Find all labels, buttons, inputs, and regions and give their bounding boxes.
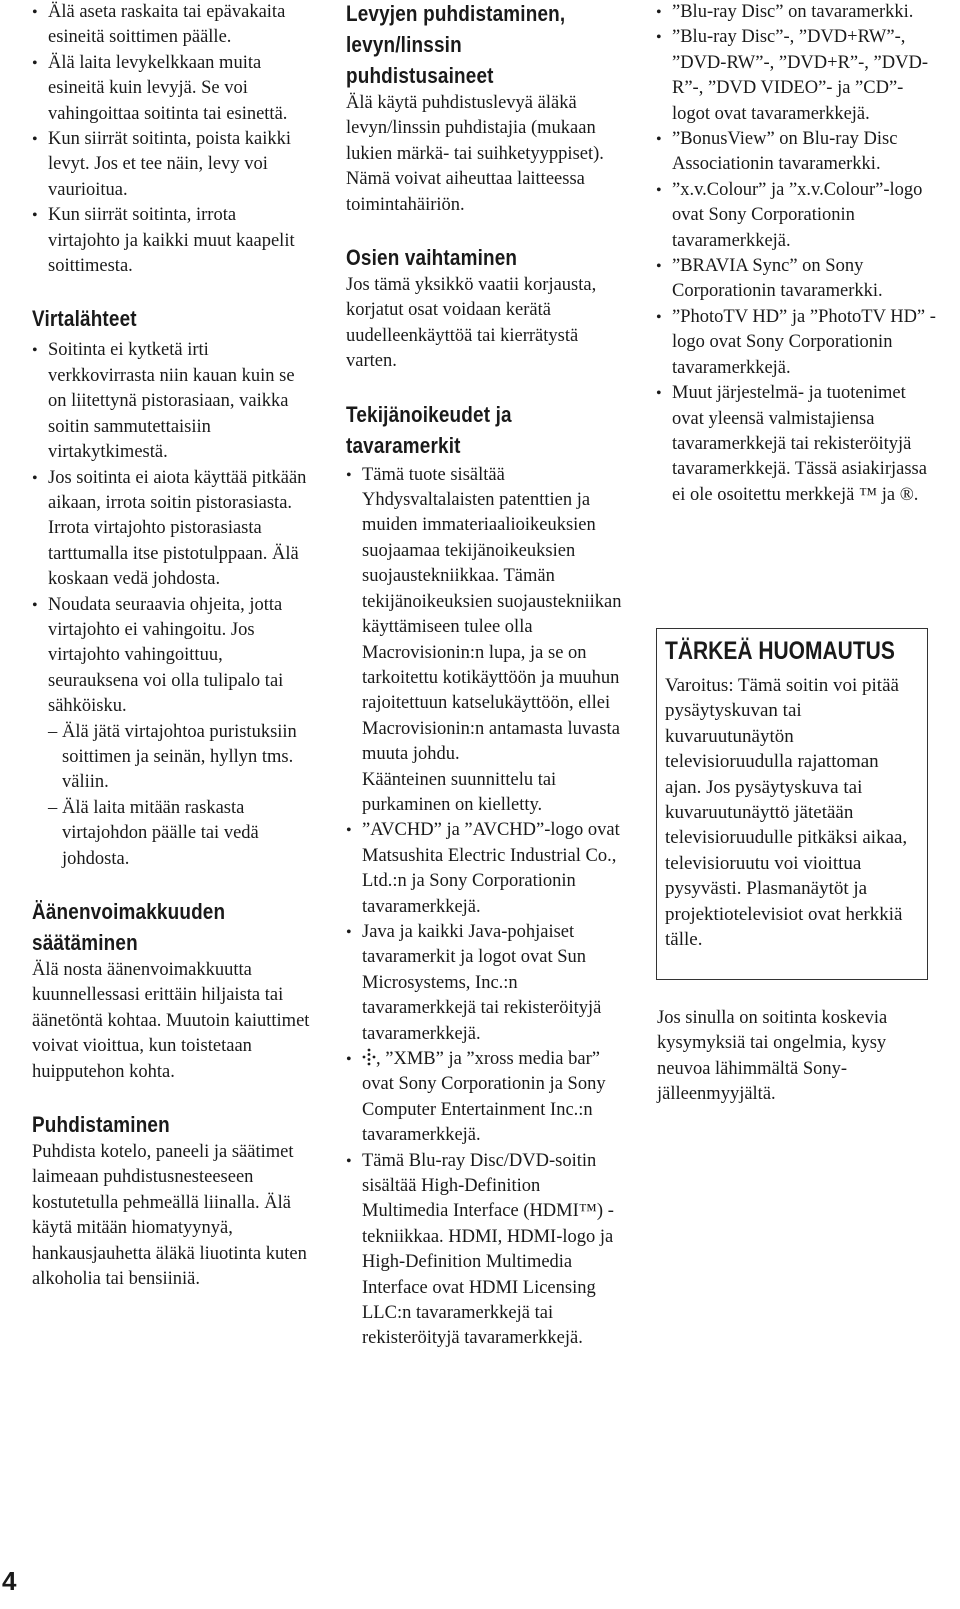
list-item: • Kun siirrät soitinta, poista kaikki levyt. Jos et tee näin, levy voi vaurioitua. <box>32 127 310 203</box>
list-item <box>346 463 631 819</box>
list-item <box>32 593 310 872</box>
column-2 <box>346 0 631 1352</box>
precautions-list <box>32 0 310 279</box>
heading-line: tavaramerkit <box>346 432 461 458</box>
closing-text: Jos sinulla on soitinta koskevia kysymyksiä tai ongelmia, kysy neuvoa lähimmältä Sony-jälleenmyyjältä. <box>657 1008 888 1105</box>
list-item: • Kun siirrät soitinta, irrota virtajohto ja kaikki muut kaapelit soittimesta. <box>32 203 310 279</box>
heading-line: säätäminen <box>32 930 138 955</box>
cleaning-text: Puhdista kotelo, paneeli ja säätimet laimeaan puhdistusnesteeseen kostutetulla pehmeällä liinalla. Älä käytä mitään hiomatyynyä, hankausjauhetta äläkä liuotinta kuten alkoholia tai bensiiniä. <box>32 1142 307 1290</box>
list-item: • ”x.v.Colour” ja ”x.v.Colour”-logo ovat Sony Corporationin tavaramerkkejä. <box>656 178 938 254</box>
heading-power-sources: Virtalähteet <box>32 306 137 332</box>
notice-heading: TÄRKEÄ HUOMAUTUS <box>665 637 895 665</box>
column-3 <box>656 0 938 508</box>
list-item <box>346 1047 631 1149</box>
power-list <box>32 338 310 872</box>
list-item: • Soitinta ei kytketä irti verkkovirrasta niin kauan kuin se on liitettynä pistorasiaan, vaikka soitin sammutettaisiin virtakytkimestä. <box>32 338 310 465</box>
list-item-text: Käänteinen suunnittelu tai purkaminen on kielletty. <box>362 769 557 815</box>
volume-text: Älä nosta äänenvoimakkuutta kuunnellessasi erittäin hiljaista tai äänetöntä kohtaa. Muutoin kaiuttimet voivat vioittua, kun toistetaan huipputehon kohta. <box>32 960 310 1082</box>
list-item-text: Noudata seuraavia ohjeita, jotta virtajohto ei vahingoitu. Jos virtajohto vahingoittuu, seurauksena voi olla tulipalo tai sähköisku. <box>48 594 284 717</box>
list-item-text: Tämä tuote sisältää Yhdysvaltalaisten patenttien ja muiden immateriaalioikeuksien suojaamaa tekijänoikeuksien suojaustekniikkaa. Tämän tekijänoikeuksien suojaustekniikan käyttämiseen tulee olla Macrovisionin:n lupa, ja se on tarkoitettu kotikäyttöön ja muuhun rajoitettuun katselukäyttöön, ellei Macrovisionin:n antamasta luvasta muuta johdu. <box>362 464 622 765</box>
heading-line: Tekijänoikeudet ja <box>346 401 512 427</box>
cord-precautions-list <box>48 720 310 872</box>
disc-cleaning-text: Älä käytä puhdistuslevyä äläkä levyn/linssin puhdistajia (mukaan lukien märkä- tai suihketyyppiset). Nämä voivat aiheuttaa laitteessa toimintahäiriön. <box>346 93 604 215</box>
list-item-text: , ”XMB” ja ”xross media bar” ovat Sony Corporationin ja Sony Computer Entertainment Inc.:n tavaramerkkejä. <box>362 1049 606 1146</box>
list-item: • Muut järjestelmä- ja tuotenimet ovat yleensä valmistajiensa tavaramerkkejä tai rekisteröityjä tavaramerkkejä. Tässä asiakirjassa ei ole osoitettu merkkejä ™ ja ®. <box>656 381 938 508</box>
list-item: • ”BRAVIA Sync” on Sony Corporationin tavaramerkki. <box>656 254 938 305</box>
list-item: • ”Blu-ray Disc” on tavaramerkki. <box>656 0 938 25</box>
heading-parts-replacement: Osien vaihtaminen <box>346 245 518 271</box>
column-1 <box>32 0 310 1292</box>
list-item: • Älä laita levykelkkaan muita esineitä kuin levyjä. Se voi vahingoittaa soitinta tai esinettä. <box>32 51 310 127</box>
list-item: • Jos soitinta ei aiota käyttää pitkään aikaan, irrota soitin pistorasiasta. Irrota virtajohto pistorasiasta tarttumalla itse pistotulppaan. Älä koskaan vedä johdosta. <box>32 466 310 593</box>
list-item: • ”PhotoTV HD” ja ”PhotoTV HD” -logo ovat Sony Corporationin tavaramerkkejä. <box>656 305 938 381</box>
trademark-list <box>346 463 631 1352</box>
dash-item: – Älä laita mitään raskasta virtajohdon päälle tai vedä johdosta. <box>48 796 310 872</box>
heading-line: Levyjen puhdistaminen, <box>346 1 566 26</box>
parts-text: Jos tämä yksikkö vaatii korjausta, korjatut osat voidaan kerätä uudelleenkäyttöä tai kierrätystä varten. <box>346 275 597 372</box>
heading-volume <box>32 896 271 958</box>
heading-copyright <box>346 399 591 461</box>
list-item: • ”AVCHD” ja ”AVCHD”-logo ovat Matsushita Electric Industrial Co., Ltd.:n ja Sony Corporationin tavaramerkkejä. <box>346 818 631 920</box>
heading-line: Äänenvoimakkuuden <box>32 899 226 924</box>
heading-line: levyn/linssin <box>346 32 462 57</box>
heading-cleaning: Puhdistaminen <box>32 1112 170 1138</box>
heading-disc-cleaning <box>346 0 591 91</box>
notice-text: Varoitus: Tämä soitin voi pitää pysäytyskuvan tai kuvaruutunäytön televisioruudulla rajattoman ajan. Jos pysäytyskuva tai kuvaruutunäyttö jätetään televisioruudulle pitkäksi aikaa, televisioruutu voi vioittua pysyvästi. Plasmanäytöt ja projektiotelevisiot ovat herkkiä tälle. <box>665 675 908 951</box>
page-number: 4 <box>2 1566 17 1596</box>
important-notice-box <box>656 628 928 980</box>
list-item: • Älä aseta raskaita tai epävakaita esineitä soittimen päälle. <box>32 0 310 51</box>
list-item: • Java ja kaikki Java-pohjaiset tavaramerkit ja logot ovat Sun Microsystems, Inc.:n tavaramerkkejä tai rekisteröityjä tavaramerkkejä. <box>346 920 631 1047</box>
list-item: • ”Blu-ray Disc”-, ”DVD+RW”-, ”DVD-RW”-, ”DVD+R”-, ”DVD-R”-, ”DVD VIDEO”- ja ”CD”-logot ovat tavaramerkkejä. <box>656 25 938 127</box>
list-item: • Tämä Blu-ray Disc/DVD-soitin sisältää High-Definition Multimedia Interface (HDMI™) -tekniikkaa. HDMI, HDMI-logo ja High-Definition Multimedia Interface ovat HDMI Licensing LLC:n tavaramerkkejä tai rekisteröityjä tavaramerkkejä. <box>346 1149 631 1352</box>
list-item: • ”BonusView” on Blu-ray Disc Associationin tavaramerkki. <box>656 127 938 178</box>
trademark-list-continued <box>656 0 938 508</box>
heading-line: puhdistusaineet <box>346 63 494 88</box>
xmb-logo-icon <box>362 1048 376 1066</box>
dash-item: – Älä jätä virtajohtoa puristuksiin soittimen ja seinän, hyllyn tms. väliin. <box>48 720 310 796</box>
